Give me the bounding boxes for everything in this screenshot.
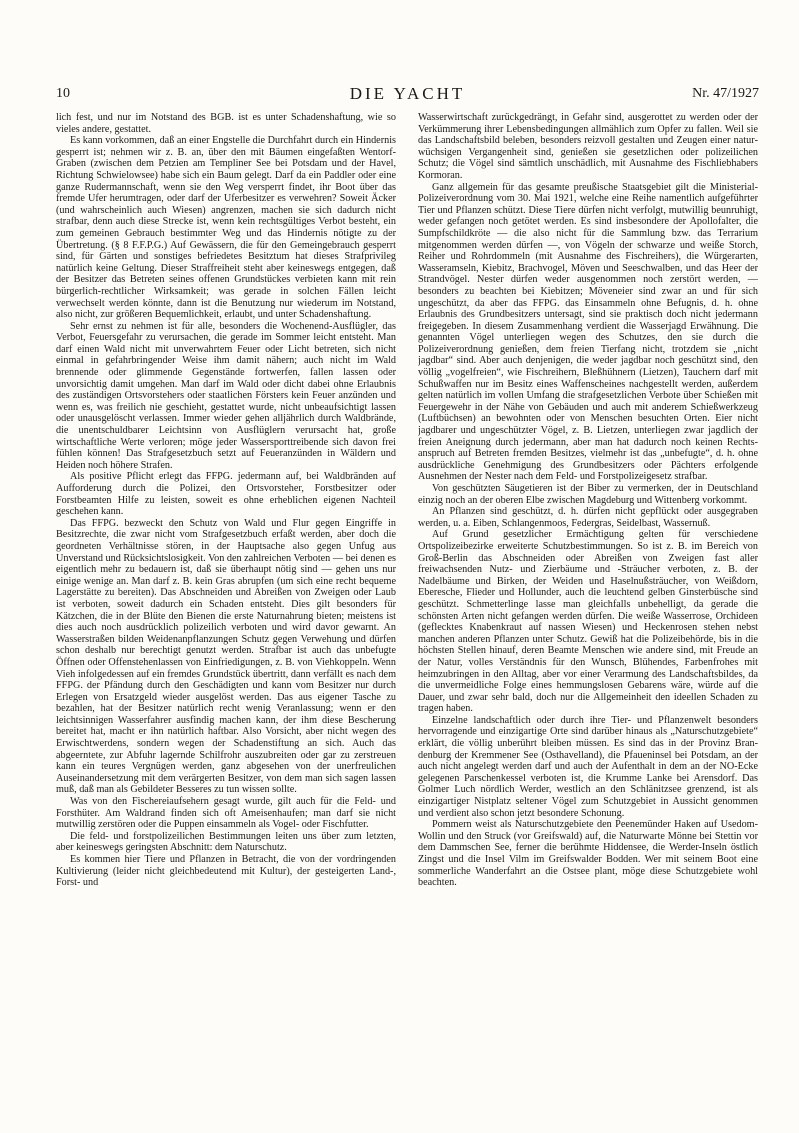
issue-number: Nr. 47/1927: [692, 86, 759, 101]
paragraph: Auf Grund gesetzlicher Ermächtigung gelten für verschiedene Ortspolizeibezirke erweiterte Schutzbestimmungen. So ist z. B. im Bereich von Groß-Berlin das Abschneiden oder Abreißen von Zweigen fast aller freiwachsenden Nutz- und Zierbäume und -Sträucher verboten, z. B. der Nadelbäume und Birken, der Weiden und Haselnußsträucher, von Weißdorn, Eberesche, Flieder und Hollunder, auch die leuchtend gelben Ginsterbüsche sind geschützt. Schmetterlinge lasse man gleichfalls unbehelligt, da gerade die schönsten Arten nicht gefangen werden dürfen. Die weiße Wasserrose, Orchideen (geflecktes Knabenkraut auf nassen Wiesen) und Heckenrosen stehen nebst manchen anderen Pflanzen unter Schutz. Gewiß hat die Polizeibehörde, bis in die höchsten Stellen hinauf, deren Beamte Menschen wie andere sind, mit Freude an der Natur, volles Verständnis für den Wunsch, Blühendes, Farbenfrohes mit heimzubringen in den Alltag, aber vor einer Verarmung des Landschaftsbildes, da die unvermeidliche Folge eines hemmungslosen Gebarens wäre, würde auf die Dauer, und zwar sehr bald, doch nur die Allgemeinheit den ideellen Schaden zu tragen haben.: [418, 529, 758, 715]
paragraph: An Pflanzen sind geschützt, d. h. dürfen nicht gepflückt oder ausgegraben werden, u. a. Eiben, Schlangenmoos, Federgras, Seidelbast, Wassernuß.: [418, 506, 758, 529]
right-column: [418, 112, 758, 1112]
paragraph: Es kann vorkommen, daß an einer Engstelle die Durchfahrt durch ein Hindernis gesperrt ist; nehmen wir z. B. an, über den mit Bäumen eingefaßten Wentorf-Graben (zwischen dem Petzien am Templiner See bei Potsdam und der Havel, Richtung Schwielowsee) habe sich ein Baum gelegt. Darf da ein Paddler oder eine ganze Rudermannschaft, wenn sie den Weg versperrt findet, ihr Boot über das fremde Ufer herumtragen, oder darf der Uferbesitzer es verwehren? Soweit Äcker (und wahrscheinlich auch Wiesen) angrenzen, machen sie sich dadurch nicht strafbar, denn auch diese Strecke ist, wenn kein rechtsgültiges Verbot besteht, ein zum gemeinen Gebrauch bestimmter Weg und das Hindernis nötigte zu der Übertretung. (§ 8 F.F.P.G.) Auf Gewässern, die für den Gemeingebrauch gesperrt sind, für Gärten und sonstiges befriedetes Besitztum hat dieses Strafprivileg natürlich keine Geltung. Dieser Straffreiheit steht aber keineswegs entgegen, daß der Besitzer das Betreten seines offenen Grundstückes verbieten kann mit rein bürgerlich-rechtlicher Wirksamkeit; was gerade in solchen Fällen leicht verwechselt werden könnte, dann ist die Benutzung nur wiederum im Notstand, also nicht, zur größeren Bequemlichkeit, erlaubt, und unter Schadenshaftung.: [56, 135, 396, 321]
paragraph: Einzelne landschaftlich oder durch ihre Tier- und Pflanzenwelt besonders hervorragende und einzigartige Orte sind darüber hinaus als „Naturschutzgebiete“ erklärt, die völlig unberührt bleiben müssen. Es sind das in der Provinz Brandenburg der Kremmener See (Osthavelland), die Pfaueninsel bei Potsdam, an der auch nicht angelegt werden darf und auch der Aufenthalt in dem an der NO-Ecke gelegenen Parschenkessel verboten ist, die Krumme Lanke bei Arensdorf. Das Golmer Luch nördlich Werder, westlich an den Schlänitzsee grenzend, ist als einzigartiger Nistplatz seltener Vögel zum Schutzgebiet in Aussicht genommen und verdient also schon jetzt besondere Schonung.: [418, 714, 758, 819]
paragraph: Als positive Pflicht erlegt das FFPG. jedermann auf, bei Waldbränden auf Aufforderung durch die Polizei, den Ortsvorsteher, Forstbesitzer oder Forstbeamten Hilfe zu leisten, soweit es ohne erheblichen eigenen Nachteil geschehen kann.: [56, 471, 396, 518]
journal-title: DIE YACHT: [349, 84, 466, 103]
paragraph: Sehr ernst zu nehmen ist für alle, besonders die Wochenend-Ausflügler, das Verbot, Feuersgefahr zu verursachen, die gerade im Sommer leicht entsteht. Man darf einen Wald nicht mit unverwahrtem Feuer oder Licht betreten, sich nicht einmal in gefahrbringender Weise ihm damit nähern; auch nicht im Wald brennende oder glimmende Gegenstände fortwerfen, fallen lassen oder unvorsichtig damit umgehen. Man darf im Wald oder dicht dabei ohne Erlaubnis des zuständigen Ortsvorstehers oder staatlichen Försters kein Feuer anzünden und wenn es, was freilich nie geschieht, gestattet wurde, nicht unbeaufsichtigt lassen oder unausgelöscht verlassen. Immer wieder gehen alljährlich durch Waldbrände, die unentschuldbarer Leichtsinn von Ausflüglern verursacht hat, große wirtschaftliche Werte verloren; möge jeder Wassersporttreibende sich davon frei fühlen können! Das Strafgesetzbuch setzt auf Feueranzünden in Wäldern und Heiden noch höhere Strafen.: [56, 320, 396, 471]
paragraph: Ganz allgemein für das gesamte preußische Staatsgebiet gilt die Ministerial-Polizeiverordnung vom 30. Mai 1921, welche eine Reihe namentlich aufgeführter Tier und Pflanzen schützt. Diese Tiere dürfen nicht verfolgt, mutwillig beunruhigt, weder gefangen noch getötet werden. Es sind insbesondere der Apollofalter, die Sumpfschildkröte — die also nicht für die Sammlung bzw. das Terrarium mitgenommen werden dürfen —, von Vögeln der schwarze und weiße Storch, Reiher und Rohrdommeln (mit Ausnahme des Fischreihers), die Würgerarten, Wasseramseln, Kiebitz, Brachvogel, Möven und Seeschwalben, und das Heer der Strandvögel. Nester dürfen weder ausgenommen noch zerstört werden, — besonders zu beachten bei Kiebitzen; Möveneier sind zwar an und für sich ungeschützt, da aber das FFPG. das Einsammeln ohne Befugnis, d. h. ohne Erlaubnis des Grundbesitzers untersagt, sind sie praktisch doch nicht jedermann freigegeben. In diesem Zusammenhang verdient die Wasserjagd Erwähnung. Die genannten Vögel unterliegen wegen des Schutzes, den sie durch die Polizeiverordnung genießen, dem freien Tierfang nicht, trotzdem sie „nicht jagdbar“ sind. Aber auch denjenigen, die weder jagdbar noch geschützt sind, den völlig „vogelfreien“, wie Fischreihern, Bleßhühnern (Lietzen), Tauchern darf mit Schußwaffen nur im Besitz eines Waffenscheines nachgestellt werden, außerdem gelten natürlich im vollen Umfang die strafgesetzlichen Verbote über Schießen mit Feuergewehr in der Nähe von Gebäuden und auch mit anderem Schießwerkzeug (Luftbüchsen) an bewohnten oder von Menschen besuchten Orten. Eier nicht jagdbarer und ungeschützter Vögel, z. B. Lietzen, unterliegen zwar jagdlich der freien Aneignung durch jedermann, aber man hat dadurch noch keinen Rechtsanspruch auf Betreten fremden Besitzes, vielmehr ist das „unbefugte“, d. h. ohne ausdrückliche Genehmigung des Grundbesitzers oder Pächters erfolgende Ausnehmen der Nester nach dem Feld- und Forstpolizeigesetz strafbar.: [418, 181, 758, 483]
paragraph: Von geschützten Säugetieren ist der Biber zu vermerken, der in Deutschland einzig noch an der oberen Elbe zwischen Magdeburg und Wittenberg vorkommt.: [418, 483, 758, 506]
paragraph: Was von den Fischereiaufsehern gesagt wurde, gilt auch für die Feld- und Forsthüter. Am Waldrand finden sich oft Ameisenhaufen; man darf sie nicht mutwillig zerstören oder die Puppen einsammeln als Vogel- oder Fischfutter.: [56, 796, 396, 831]
paragraph: Das FFPG. bezweckt den Schutz von Wald und Flur gegen Eingriffe in Besitzrechte, die zwar nicht vom Strafgesetzbuch erfaßt werden, aber doch die geordneten Verhältnisse stören, in der Hauptsache also gegen Unfug aus Unverstand und Rücksichtslosigkeit. Von den zahlreichen Verboten — bei denen es eigentlich mehr zu bedauern ist, daß sie überhaupt nötig sind — gehen uns nur einige wenige an. Man darf z. B. kein Gras abrupfen (um sich eine recht bequeme Lagerstätte zu bereiten). Das Abschneiden und Abreißen von Zweigen oder Laub ist verboten, soweit dadurch ein Schaden entsteht. Dies gilt besonders für Kätzchen, die in der Blüte den Bienen die erste Naturnahrung bieten; meistens ist dies auch noch ausdrücklich polizeilich verboten und wird davor gewarnt. An Wasserstraßen bilden Weidenanpflanzungen Schutz gegen Verwehung und dürfen schon deshalb nur berechtigt genutzt werden. Strafbar ist auch das unbefugte Öffnen oder Offenstehenlassen von Einfriedigungen, z. B. von Viehkoppeln. Wenn Vieh infolgedessen auf ein fremdes Grundstück übertritt, dann verfällt es nach dem FFPG. der Pfändung durch den Geschädigten und kann vom Besitzer nur durch Erlegen von Ersatzgeld wieder ausgelöst werden. Das aus eigener Tasche zu bezahlen, hat der Besitzer natürlich recht wenig Veranlassung; wenn er den leichtsinnigen Wasserfahrer ausfindig machen kann, der ihm diese Bescherung bereitet hat, macht er ihn natürlich haftbar. Also Vorsicht, aber nicht wegen des Erwischtwerdens, sondern wegen der Schadenstiftung an sich. Auch das abgeerntete, zur Abfuhr lagernde Schilfrohr auszubreiten oder gar zu zerstreuen kann ein teures Vergnügen werden, ganz abgesehen von der unerfreulichen Auseinandersetzung mit dem verärgerten Besitzer, von dem man sich sagen lassen muß, daß man als Gebildeter Besseres zu tun wissen sollte.: [56, 517, 396, 796]
paragraph: Pommern weist als Naturschutzgebiete den Peenemünder Haken auf Usedom-Wollin und den Struck (vor Greifswald) auf, die Naturwarte Mönne bei Stettin vor dem Dammschen See, ferner die berühmte Hiddensee, die Werder-Inseln östlich Zingst und die Insel Vilm im Greifswalder Bodden. Wer mit seinem Boot eine sommerliche Wanderfahrt an die Ostsee plant, möge diese Schutzgebiete wohl beachten.: [418, 819, 758, 889]
page-header: [56, 86, 759, 108]
paragraph: lich fest, und nur im Notstand des BGB. ist es unter Schadenshaftung, wie so vieles andere, gestattet.: [56, 112, 396, 135]
left-column: [56, 112, 396, 1112]
paragraph: Die feld- und forstpolizeilichen Bestimmungen leiten uns über zum letzten, aber keineswegs geringsten Abschnitt: dem Naturschutz.: [56, 830, 396, 854]
paragraph: Wasserwirtschaft zurückgedrängt, in Gefahr sind, ausgerottet zu werden oder der Verkümmerung ihrer Lebensbedingungen allmählich zum Opfer zu fallen. Weil sie das Landschaftsbild beleben, besonders reizvoll gestalten und Zeugen einer naturwüchsigen Vergangenheit sind, genießen sie gesetzlichen oder polizeilichen Schutz; die Vögel sind sämtlich unschädlich, mit Ausnahme des Fischliebhabers Kormoran.: [418, 112, 758, 181]
page-number: 10: [56, 86, 70, 101]
paragraph: Es kommen hier Tiere und Pflanzen in Betracht, die von der vordringenden Kultivierung (leider nicht gleichbedeutend mit Kultur), der gesteigerten Land-, Forst- und: [56, 854, 396, 889]
